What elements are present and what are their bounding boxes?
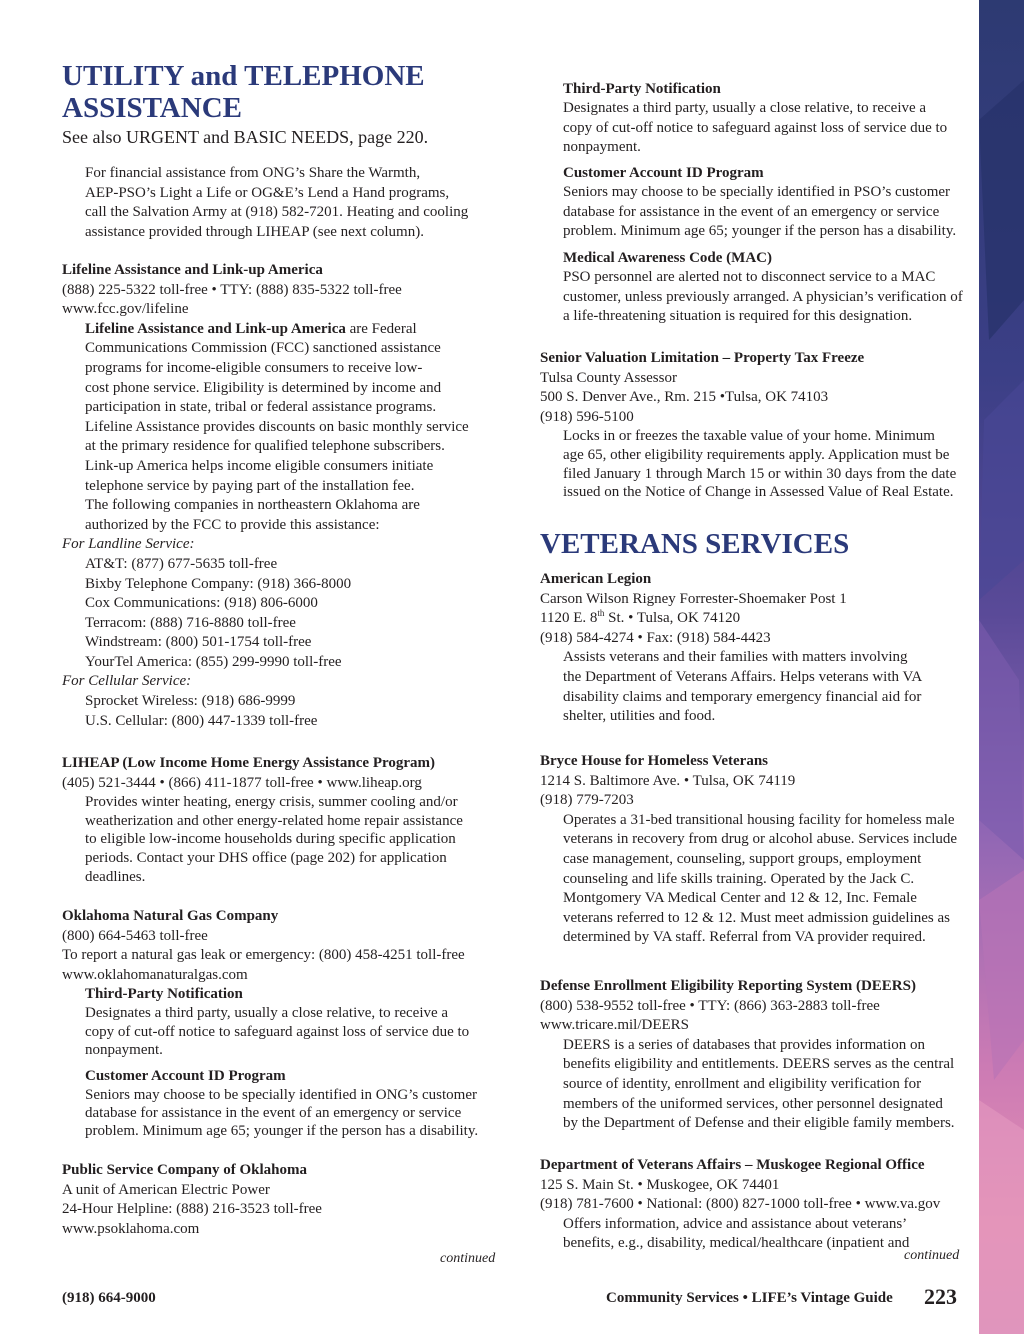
see-also-note: See also URGENT and BASIC NEEDS, page 220. <box>62 127 429 147</box>
description-line: age 65, other eligibility requirements apply. Application must be <box>563 446 950 463</box>
description-line: Provides winter heating, energy crisis, summer cooling and/or <box>85 794 458 811</box>
entry-title: LIHEAP (Low Income Home Energy Assistance Program) <box>62 755 436 771</box>
phone-line: (800) 538-9552 toll-free • TTY: (866) 363-2883 toll-free <box>540 997 880 1014</box>
phone-line: (800) 664-5463 toll-free <box>62 927 208 944</box>
list-item: Bixby Telephone Company: (918) 366-8000 <box>85 575 352 592</box>
subsection-title: Third-Party Notification <box>85 986 243 1003</box>
entry-title: Bryce House for Homeless Veterans <box>540 753 769 769</box>
description-line: Designates a third party, usually a close relative, to receive a <box>85 1005 449 1022</box>
section-title-utility-line2: ASSISTANCE <box>62 92 242 124</box>
description-line: Link-up America helps income eligible consumers initiate <box>85 457 434 474</box>
list-item: YourTel America: (855) 299-9990 toll-free <box>85 653 342 670</box>
intro-line: AEP-PSO’s Light a Life or OG&E’s Lend a Hand programs, <box>85 184 450 201</box>
phone-line: (888) 225-5322 toll-free • TTY: (888) 835-5322 toll-free <box>62 281 402 298</box>
phone-line: (918) 779-7203 <box>540 792 634 809</box>
entry-title: Senior Valuation Limitation – Property Tax Freeze <box>540 350 865 366</box>
description-line: filed January 1 through March 15 or within 30 days from the date <box>563 465 957 482</box>
va-muskogee-entry <box>540 1156 965 1254</box>
continued-note: continued <box>904 1248 960 1263</box>
entry-title: American Legion <box>540 571 652 587</box>
intro-line: For financial assistance from ONG’s Share the Warmth, <box>85 165 421 181</box>
description-line: deadlines. <box>85 868 146 885</box>
website-link[interactable]: www.oklahomanaturalgas.com <box>62 966 248 983</box>
info-line: Carson Wilson Rigney Forrester-Shoemaker Post 1 <box>540 590 847 607</box>
list-item: Sprocket Wireless: (918) 686-9999 <box>85 693 296 710</box>
section-title-utility: UTILITY and TELEPHONE <box>62 60 425 92</box>
bryce-house-entry <box>540 752 965 948</box>
intro-line: assistance provided through LIHEAP (see next column). <box>85 223 424 240</box>
address-line: 1214 S. Baltimore Ave. • Tulsa, OK 74119 <box>540 772 796 789</box>
subsection-title: Customer Account ID Program <box>563 165 764 181</box>
entry-title: Department of Veterans Affairs – Muskogee Regional Office <box>540 1157 925 1173</box>
description-line: The following companies in northeastern Oklahoma are <box>85 497 420 514</box>
continued-note: continued <box>440 1251 496 1266</box>
description-line: copy of cut-off notice to safeguard against loss of service due to <box>563 119 948 136</box>
description-line: case management, counseling, support groups, employment <box>563 850 922 867</box>
description-text: are Federal <box>345 320 417 337</box>
ordinal-suffix: th <box>597 608 605 619</box>
american-legion-entry <box>540 570 965 727</box>
bold-program-name: Lifeline Assistance and Link-up America <box>85 320 346 337</box>
description-line: database for assistance in the event of an emergency or service <box>85 1105 462 1121</box>
list-item: Cox Communications: (918) 806-6000 <box>85 595 318 612</box>
description-line: nonpayment. <box>85 1042 163 1059</box>
intro-line: call the Salvation Army at (918) 582-7201. Heating and cooling <box>85 204 469 221</box>
description-line: periods. Contact your DHS office (page 202) for application <box>85 849 447 866</box>
info-line: Tulsa County Assessor <box>540 369 677 386</box>
subsection-title: Medical Awareness Code (MAC) <box>563 250 772 266</box>
description-line: benefits eligibility and entitlements. DEERS serves as the central <box>563 1056 955 1073</box>
description-line: problem. Minimum age 65; younger if the person has a disability. <box>85 1123 479 1140</box>
description-line: Operates a 31-bed transitional housing facility for homeless male <box>563 811 955 828</box>
description-line: benefits, e.g., disability, medical/healthcare (inpatient and <box>563 1235 910 1252</box>
description-line: veterans in recovery from drug or alcohol abuse. Services include <box>563 831 958 848</box>
list-item: U.S. Cellular: (800) 447-1339 toll-free <box>85 712 318 729</box>
svl-entry <box>540 349 965 502</box>
description-line: shelter, utilities and food. <box>563 708 716 725</box>
description-line: source of identity, enrollment and eligibility verification for <box>563 1075 922 1092</box>
geometric-pattern-graphic <box>979 0 1024 1334</box>
phone-line: (405) 521-3444 • (866) 411-1877 toll-free • www.liheap.org <box>62 774 422 791</box>
info-line: 500 S. Denver Ave., Rm. 215 •Tulsa, OK 74103 <box>540 389 829 406</box>
decorative-side-band <box>979 0 1024 1334</box>
footer-phone: (918) 664-9000 <box>62 1290 156 1306</box>
description-line: database for assistance in the event of an emergency or service <box>563 203 940 220</box>
intro-paragraph <box>62 164 502 242</box>
description-line: telephone service by paying part of the installation fee. <box>85 477 415 494</box>
pso-customer-account <box>540 164 965 242</box>
phone-line: (918) 584-4274 • Fax: (918) 584-4423 <box>540 629 771 646</box>
description-line: programs for income-eligible consumers to receive low- <box>85 359 423 376</box>
description-line: Lifeline Assistance provides discounts on basic monthly service <box>85 418 469 435</box>
description-line: cost phone service. Eligibility is determined by income and <box>85 379 442 396</box>
description-line: copy of cut-off notice to safeguard against loss of service due to <box>85 1023 470 1040</box>
address-text: St. • Tulsa, OK 74120 <box>604 610 741 627</box>
list-item: Terracom: (888) 716-8880 toll-free <box>85 614 296 631</box>
website-link[interactable]: www.tricare.mil/DEERS <box>540 1017 689 1034</box>
description-line: authorized by the FCC to provide this assistance: <box>85 516 380 533</box>
description-line: disability claims and temporary emergency financial aid for <box>563 688 922 705</box>
list-item: Windstream: (800) 501-1754 toll-free <box>85 634 312 651</box>
pso-mac <box>540 249 965 327</box>
footer-guide-title: Community Services • LIFE’s Vintage Guide <box>606 1290 893 1306</box>
description-line: Locks in or freezes the taxable value of your home. Minimum <box>563 428 935 445</box>
description-line: Seniors may choose to be specially identified in PSO’s customer <box>563 184 951 200</box>
description-line: the Department of Veterans Affairs. Helps veterans with VA <box>563 668 923 685</box>
website-link[interactable]: www.fcc.gov/lifeline <box>62 301 189 318</box>
description-line: weatherization and other energy-related home repair assistance <box>85 812 463 829</box>
description-line: Communications Commission (FCC) sanctioned assistance <box>85 340 441 357</box>
address-line: 125 S. Main St. • Muskogee, OK 74401 <box>540 1176 780 1193</box>
subsection-title: Third-Party Notification <box>563 81 721 97</box>
info-line: A unit of American Electric Power <box>62 1181 270 1198</box>
page-number: 223 <box>924 1284 957 1309</box>
description-line: veterans referred to 12 & 12. Must meet admission guidelines as <box>563 909 950 926</box>
description-line: Assists veterans and their families with matters involving <box>563 649 908 666</box>
description-line: counseling and life skills training. Operated by the Jack C. <box>563 870 915 887</box>
description-line: members of the uniformed services, other personnel designated <box>563 1095 943 1112</box>
description-line: participation in state, tribal or federal assistance programs. <box>85 399 437 416</box>
description-line: Seniors may choose to be specially identified in ONG’s customer <box>85 1086 477 1103</box>
list-item: AT&T: (877) 677-5635 toll-free <box>85 555 278 572</box>
description-line: Offers information, advice and assistance about veterans’ <box>563 1215 908 1232</box>
description-line: customer, unless previously arranged. A physician’s verification of <box>563 288 963 305</box>
phone-line: (918) 781-7600 • National: (800) 827-1000 toll-free • www.va.gov <box>540 1196 941 1213</box>
lifeline-entry <box>62 261 502 731</box>
description-line: determined by VA staff. Referral from VA provider required. <box>563 929 926 946</box>
landline-label: For Landline Service: <box>62 536 195 553</box>
description-line: PSO personnel are alerted not to disconnect service to a MAC <box>563 269 936 285</box>
description-line: to eligible low-income households during specific application <box>85 831 456 848</box>
description-line: Designates a third party, usually a close relative, to receive a <box>563 100 927 116</box>
subsection-title: Customer Account ID Program <box>85 1067 286 1084</box>
description-line <box>62 320 502 340</box>
description-line: Montgomery VA Medical Center and 12 & 12, Inc. Female <box>563 890 917 907</box>
description-line: at the primary residence for qualified telephone subscribers. <box>85 438 445 455</box>
description-line: problem. Minimum age 65; younger if the person has a disability. <box>563 223 957 240</box>
entry-title: Lifeline Assistance and Link-up America <box>62 262 323 278</box>
pso-entry <box>62 1161 502 1239</box>
description-line: nonpayment. <box>563 139 641 156</box>
liheap-entry <box>62 754 502 886</box>
info-line: 24-Hour Helpline: (888) 216-3523 toll-free <box>62 1201 322 1218</box>
deers-entry <box>540 977 965 1134</box>
website-link[interactable]: www.psoklahoma.com <box>62 1220 200 1237</box>
address-text: 1120 E. 8 <box>540 610 598 627</box>
entry-title: Oklahoma Natural Gas Company <box>62 908 279 924</box>
info-line: (918) 596-5100 <box>540 408 634 425</box>
description-line: DEERS is a series of databases that provides information on <box>563 1036 926 1053</box>
description-line: a life-threatening situation is required for this designation. <box>563 308 913 325</box>
emergency-line: To report a natural gas leak or emergency: (800) 458-4251 toll-free <box>62 947 465 964</box>
ong-entry <box>62 907 502 1141</box>
entry-title: Defense Enrollment Eligibility Reporting System (DEERS) <box>540 978 916 994</box>
cellular-label: For Cellular Service: <box>62 673 192 690</box>
address-line <box>540 609 965 629</box>
pso-third-party <box>540 80 965 158</box>
description-line: issued on the Notice of Change in Assessed Value of Real Estate. <box>563 484 954 501</box>
description-line: by the Department of Defense and their eligible family members. <box>563 1115 955 1132</box>
entry-title: Public Service Company of Oklahoma <box>62 1162 308 1178</box>
section-title-veterans: VETERANS SERVICES <box>540 528 850 560</box>
